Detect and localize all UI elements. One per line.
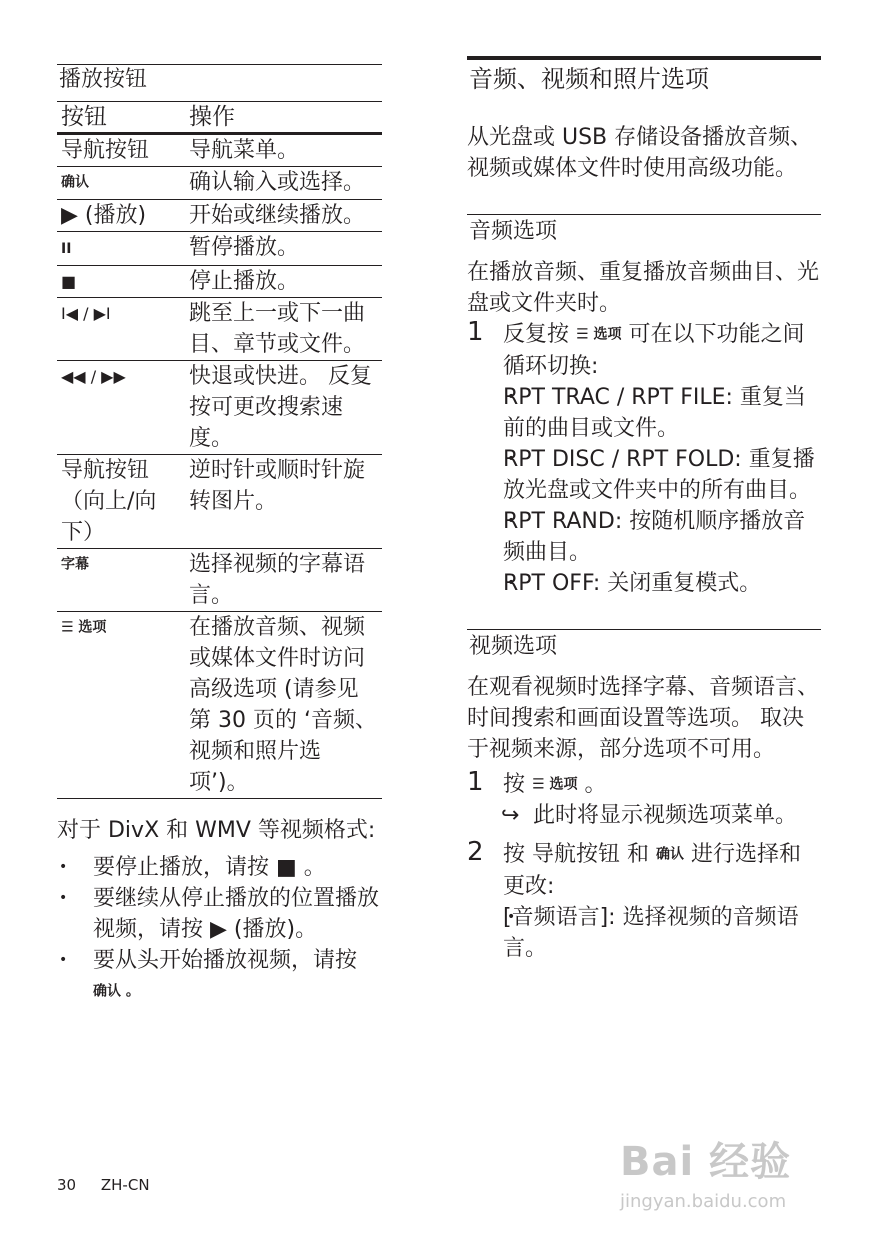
row-key: ▶ (播放) (57, 199, 185, 231)
audio-step: 1 反复按 ☰ 选项 可在以下功能之间循环切换: (467, 317, 805, 379)
left-column (57, 64, 382, 1007)
section-title-options: 音频、视频和照片选项 (467, 56, 821, 100)
result-arrow-icon: ↪ (501, 803, 520, 828)
row-key: 字幕 (61, 556, 89, 572)
language-code: ZH-CN (100, 1176, 150, 1194)
table-row (57, 167, 382, 200)
audio-option-list (467, 382, 821, 599)
stop-icon: ■ (61, 271, 77, 291)
intro-text: 从光盘或 USB 存储设备播放音频、视频或媒体文件时使用高级功能。 (467, 125, 813, 181)
table-row (57, 548, 382, 611)
header-button: 按钮 (57, 102, 185, 134)
watermark-url: jingyan.baidu.com (620, 1191, 787, 1212)
video-option-list (467, 902, 821, 964)
button-table (57, 101, 382, 799)
options-key: ☰ 选项 (576, 326, 622, 343)
list-item: • 要从头开始播放视频，请按 确认 。 (57, 945, 382, 1008)
list-item: • [音频语言]: 选择视频的音频语言。 (467, 902, 821, 964)
table-row (57, 199, 382, 231)
skip-icon: I◀ / ▶I (61, 303, 111, 323)
options-key: ☰ 选项 (61, 619, 107, 635)
row-action: 快退或快进。 反复按可更改搜索速度。 (185, 360, 382, 454)
table-row (57, 265, 382, 297)
row-action: 选择视频的字幕语言。 (185, 548, 382, 611)
row-action: 逆时针或顺时针旋转图片。 (185, 454, 382, 548)
pause-icon: II (61, 240, 72, 257)
video-step-result: ↪ 此时将显示视频选项菜单。 (467, 800, 821, 831)
table-row (57, 360, 382, 454)
divx-note: 对于 DivX 和 WMV 等视频格式: (57, 817, 376, 843)
table-row (57, 454, 382, 548)
section-title-video: 视频选项 (467, 629, 821, 668)
options-key: ☰ 选项 (532, 776, 578, 792)
row-action: 开始或继续播放。 (185, 199, 382, 231)
page-footer (57, 1176, 150, 1194)
table-header-row (57, 102, 382, 134)
row-action: 跳至上一或下一曲目、章节或文件。 (185, 297, 382, 360)
list-item: • 要继续从停止播放的位置播放视频，请按 ▶ (播放)。 (57, 883, 382, 945)
audio-desc: 在播放音频、重复播放音频曲目、光盘或文件夹时。 (467, 260, 820, 316)
row-key: 确认 (61, 174, 89, 191)
table-row (57, 297, 382, 360)
list-item: • RPT OFF: 关闭重复模式。 (467, 568, 821, 599)
row-action: 确认输入或选择。 (185, 167, 382, 200)
row-action: 停止播放。 (185, 265, 382, 297)
row-action: 在播放音频、视频或媒体文件时访问高级选项 (请参见第 30 页的 ‘音频、视频和照片选项’)。 (185, 611, 382, 798)
video-step-2: 2 按 导航按钮 和 确认 进行选择和更改: (467, 837, 802, 899)
table-row (57, 231, 382, 265)
watermark-logo: Bai 经验 (620, 1139, 792, 1185)
baidu-watermark (620, 1130, 820, 1210)
divx-bullets (57, 852, 382, 1008)
row-key: 导航按钮 (57, 134, 185, 167)
page-number: 30 (57, 1176, 77, 1194)
right-column (467, 56, 821, 964)
section-title-playback-buttons: 播放按钮 (57, 64, 382, 101)
row-action: 导航菜单。 (185, 134, 382, 167)
seek-icon: ◀◀ / ▶▶ (61, 366, 126, 386)
list-item: • RPT DISC / RPT FOLD: 重复播放光盘或文件夹中的所有曲目。 (467, 444, 821, 506)
table-row (57, 611, 382, 798)
table-row (57, 134, 382, 167)
list-item: • RPT TRAC / RPT FILE: 重复当前的曲目或文件。 (467, 382, 821, 444)
section-title-audio: 音频选项 (467, 214, 821, 253)
video-desc: 在观看视频时选择字幕、音频语言、时间搜索和画面设置等选项。 取决于视频来源，部分选项不可用。 (467, 674, 820, 762)
row-key: 导航按钮（向上/向下） (57, 454, 185, 548)
list-item: • RPT RAND: 按随机顺序播放音频曲目。 (467, 506, 821, 568)
video-step-1: 1 按 ☰ 选项 。 (467, 766, 607, 797)
header-action: 操作 (185, 102, 382, 134)
row-action: 暂停播放。 (185, 231, 382, 265)
list-item: • 要停止播放，请按 ■ 。 (57, 852, 382, 883)
